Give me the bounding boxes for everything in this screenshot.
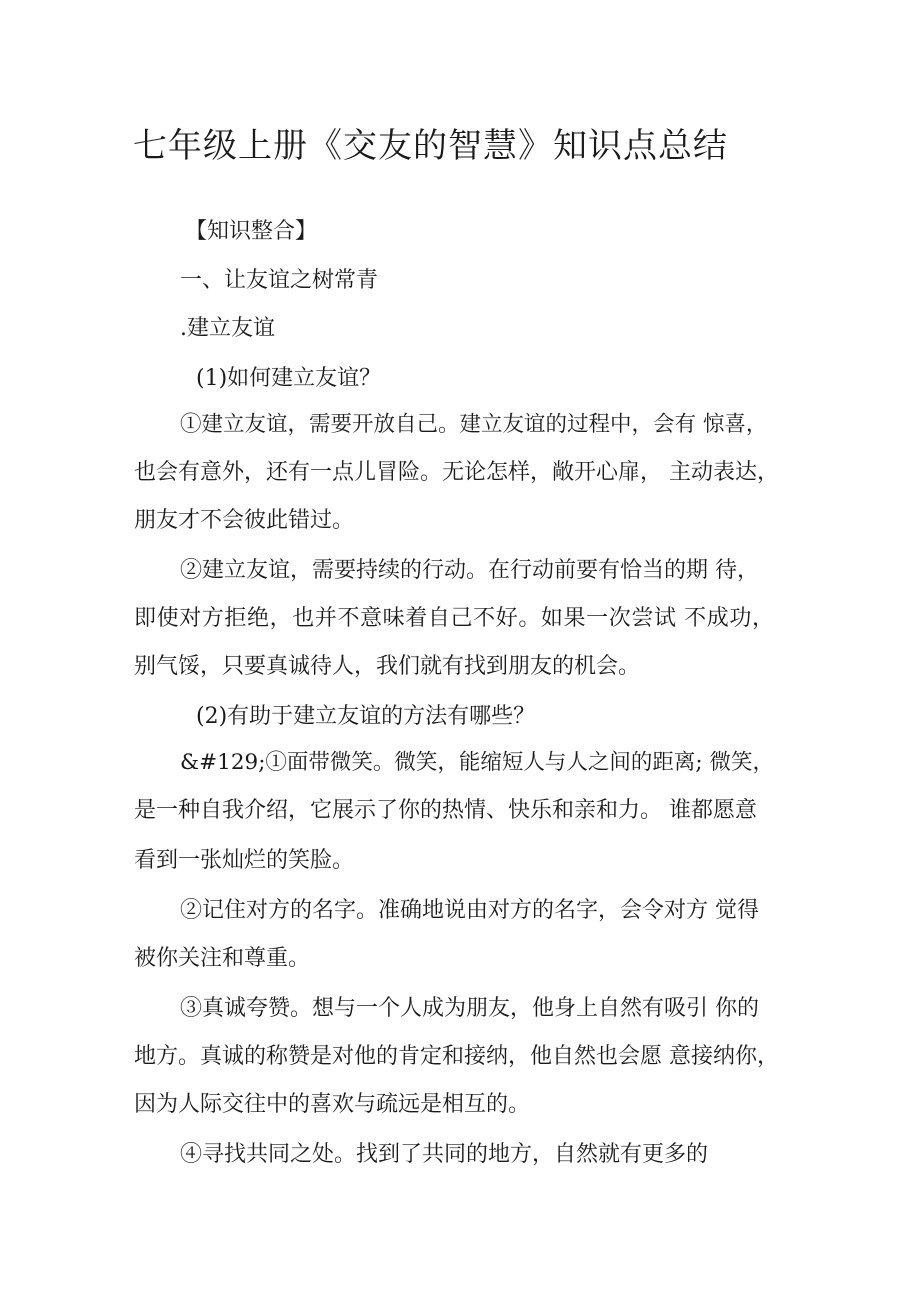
paragraph-line: &#129;①面带微笑。微笑，能缩短人与人之间的距离; 微笑，: [180, 750, 775, 775]
paragraph-line: 看到一张灿烂的笑脸。: [134, 848, 355, 873]
paragraph-line: ①建立友谊，需要开放自己。建立友谊的过程中，会有 惊喜，: [180, 412, 768, 437]
question-heading: (2)有助于建立友谊的方法有哪些？: [196, 704, 536, 729]
paragraph-line: 也会有意外，还有一点儿冒险。无论怎样，敞开心扉， 主动表达，: [134, 460, 779, 485]
paragraph-line: ③真诚夸赞。想与一个人成为朋友，他身上自然有吸引 你的: [180, 996, 759, 1021]
paragraph-line: 被你关注和尊重。: [134, 946, 311, 971]
question-heading: (1)如何建立友谊？: [196, 366, 382, 391]
paragraph-line: 因为人际交往中的喜欢与疏远是相互的。: [134, 1092, 531, 1117]
paragraph-line: 即使对方拒绝，也并不意味着自己不好。如果一次尝试 不成功，: [134, 606, 774, 631]
section-heading: 一、让友谊之树常青: [180, 268, 379, 293]
paragraph-line: 朋友才不会彼此错过。: [134, 508, 355, 533]
paragraph-line: ②建立友谊，需要持续的行动。在行动前要有恰当的期 待，: [180, 558, 759, 583]
page-title: 七年级上册《交友的智慧》知识点总结: [133, 126, 728, 166]
paragraph-line: 是一种自我介绍，它展示了你的热情、快乐和亲和力。 谁都愿意: [134, 798, 757, 823]
paragraph-line: 别气馁，只要真诚待人，我们就有找到朋友的机会。: [134, 654, 641, 679]
paragraph-line: ②记住对方的名字。准确地说由对方的名字，会令对方 觉得: [180, 898, 759, 923]
subsection-heading: .建立友谊: [180, 316, 275, 341]
heading-knowledge-integration: 【知识整合】: [185, 219, 318, 244]
paragraph-line: ④寻找共同之处。找到了共同的地方，自然就有更多的: [180, 1142, 709, 1167]
paragraph-line: 地方。真诚的称赞是对他的肯定和接纳，他自然也会愿 意接纳你，: [134, 1044, 779, 1069]
